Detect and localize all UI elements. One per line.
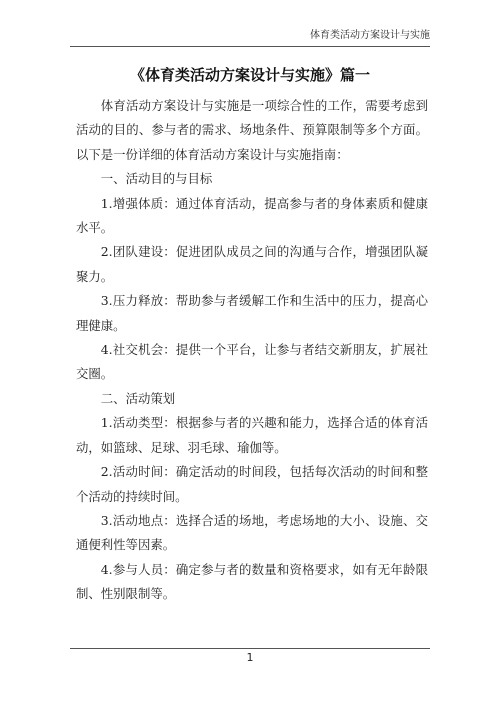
page-header (70, 28, 430, 47)
section-heading-goals: 一、活动目的与目标 (100, 171, 213, 187)
page-number: 1 (246, 651, 254, 664)
goal-item: 2.团队建设：促进团队成员之间的沟通与合作，增强团队凝聚力。 (76, 244, 428, 284)
header-title: 体育类活动方案设计与实施 (310, 30, 430, 41)
intro-paragraph: 体育活动方案设计与实施是一项综合性的工作，需要考虑到活动的目的、参与者的需求、场地条件、预算限制等多个方面。以下是一份详细的体育活动方案设计与实施指南： (76, 98, 428, 162)
footer-divider (70, 648, 430, 649)
goal-item: 3.压力释放：帮助参与者缓解工作和生活中的压力，提高心理健康。 (76, 293, 428, 333)
planning-item: 1.活动类型：根据参与者的兴趣和能力，选择合适的体育活动，如篮球、足球、羽毛球、瑜伽等。 (76, 415, 428, 455)
planning-item: 3.活动地点：选择合适的场地，考虑场地的大小、设施、交通便利性等因素。 (76, 512, 428, 553)
goal-item: 1.增强体质：通过体育活动，提高参与者的身体素质和健康水平。 (76, 195, 428, 236)
section-heading-planning: 二、活动策划 (100, 390, 176, 406)
planning-item: 4.参与人员：确定参与者的数量和资格要求，如有无年龄限制、性别限制等。 (76, 561, 428, 602)
document-title: 《体育类活动方案设计与实施》篇一 (129, 66, 370, 84)
planning-item: 2.活动时间：确定活动的时间段，包括每次活动的时间和整个活动的持续时间。 (76, 464, 428, 504)
document-body (76, 94, 428, 607)
goal-item: 4.社交机会：提供一个平台，让参与者结交新朋友，扩展社交圈。 (76, 342, 428, 382)
